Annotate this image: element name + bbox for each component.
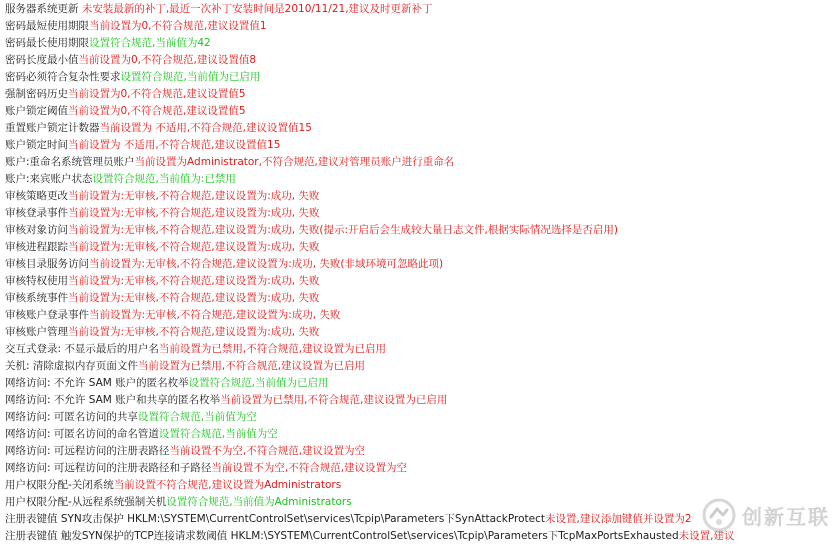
check-item-label: 审核账户管理 [5, 326, 68, 338]
check-result-fail: 当前设置为:无审核,不符合规范,建议设置为:成功, 失败 [89, 309, 341, 321]
security-check-report [5, 1, 830, 545]
check-item-label: 密码长度最小值 [5, 54, 79, 66]
check-item-label: 审核系统事件 [5, 292, 68, 304]
check-item-label: 注册表键值 SYN攻击保护 HKLM:\SYSTEM\CurrentControlSet\services\Tcpip\Parameters下SynAttackProtect [5, 513, 546, 525]
check-item-label: 用户权限分配-关闭系统 [5, 479, 114, 491]
check-item-label: 强制密码历史 [5, 88, 68, 100]
check-item-label: 审核目录服务访问 [5, 258, 89, 270]
check-item-label: 密码最短使用期限 [5, 20, 89, 32]
report-row [5, 205, 830, 222]
check-item-label: 审核进程跟踪 [5, 241, 68, 253]
check-item-label: 审核登录事件 [5, 207, 68, 219]
report-row [5, 273, 830, 290]
check-result-fail: 当前设置不为空,不符合规范,建议设置为空 [169, 445, 366, 457]
check-item-label: 密码必须符合复杂性要求 [5, 71, 121, 83]
report-row [5, 307, 830, 324]
watermark [702, 495, 830, 535]
check-result-pass: 设置符合规范,当前值为:已禁用 [92, 173, 236, 185]
report-row [5, 256, 830, 273]
report-row [5, 188, 830, 205]
check-item-label: 网络访问: 不允许 SAM 账户和共享的匿名枚举 [5, 394, 221, 406]
watermark-text: 创新互联 [742, 504, 830, 529]
check-item-label: 交互式登录: 不显示最后的用户名 [5, 343, 159, 355]
check-result-fail: 当前设置为 不适用,不符合规范,建议设置值15 [68, 139, 281, 151]
check-result-fail: 未设置,建议 [678, 530, 735, 542]
report-row [5, 358, 830, 375]
check-result-fail: 当前设置为已禁用,不符合规范,建议设置为已启用 [158, 343, 387, 355]
check-item-label: 用户权限分配-从远程系统强制关机 [5, 496, 167, 508]
check-item-label: 账户:来宾账户状态 [5, 173, 93, 185]
check-result-fail: 当前设置为0,不符合规范,建议设置值5 [68, 105, 246, 117]
check-result-fail: 未安装最新的补丁,最近一次补丁安装时间是2010/11/21,建议及时更新补丁 [78, 3, 433, 15]
check-item-label: 审核策略更改 [5, 190, 68, 202]
check-result-fail: 当前设置为Administrator,不符合规范,建议对管理员账户进行重命名 [134, 156, 455, 168]
check-result-fail: 当前设置为:无审核,不符合规范,建议设置为:成功, 失败(提示:开启后会生成较大量日志文件,根据实际情况选择是否启用) [68, 224, 618, 236]
check-result-fail: 当前设置为已禁用,不符合规范,建议设置为已启用 [137, 360, 366, 372]
report-row [5, 103, 830, 120]
check-item-label: 网络访问: 不允许 SAM 账户的匿名枚举 [5, 377, 189, 389]
check-result-fail: 当前设置为:无审核,不符合规范,建议设置为:成功, 失败 [68, 241, 320, 253]
check-item-label: 审核账户登录事件 [5, 309, 89, 321]
report-row [5, 409, 830, 426]
check-result-fail: 未设置,建议添加键值并设置为2 [545, 513, 692, 525]
check-item-label: 账户:重命名系统管理员账户 [5, 156, 135, 168]
report-row [5, 239, 830, 256]
check-item-label: 账户锁定阈值 [5, 105, 68, 117]
report-row [5, 120, 830, 137]
check-result-fail: 当前设置为:无审核,不符合规范,建议设置为:成功, 失败 [68, 275, 320, 287]
report-row [5, 35, 830, 52]
report-row [5, 154, 830, 171]
report-row [5, 341, 830, 358]
report-row [5, 392, 830, 409]
check-item-label: 网络访问: 可远程访问的注册表路径和子路径 [5, 462, 212, 474]
report-row [5, 460, 830, 477]
check-result-pass: 设置符合规范,当前值为Administrators [166, 496, 352, 508]
report-row [5, 86, 830, 103]
check-item-label: 网络访问: 可远程访问的注册表路径 [5, 445, 170, 457]
check-item-label: 密码最长使用期限 [5, 37, 89, 49]
check-item-label: 网络访问: 可匿名访问的命名管道 [5, 428, 159, 440]
check-result-pass: 设置符合规范,当前值为已启用 [188, 377, 329, 389]
check-item-label: 账户锁定时间 [5, 139, 68, 151]
report-row [5, 18, 830, 35]
check-result-fail: 当前设置为:无审核,不符合规范,建议设置为:成功, 失败 [68, 207, 320, 219]
report-row [5, 375, 830, 392]
check-result-fail: 当前设置为0,不符合规范,建议设置值1 [89, 20, 267, 32]
report-row [5, 426, 830, 443]
check-result-fail: 当前设置为0,不符合规范,建议设置值8 [78, 54, 257, 66]
check-result-fail: 当前设置不为空,不符合规范,建议设置为空 [211, 462, 408, 474]
check-result-fail: 当前设置不符合规范,建议设置为Administrators [113, 479, 342, 491]
check-result-pass: 设置符合规范,当前值为空 [158, 428, 278, 440]
report-row [5, 69, 830, 86]
check-result-fail: 当前设置为 不适用,不符合规范,建议设置值15 [99, 122, 312, 134]
report-row [5, 443, 830, 460]
report-row [5, 52, 830, 69]
report-row [5, 477, 830, 494]
watermark-logo-icon [702, 498, 736, 532]
check-item-label: 注册表键值 触发SYN保护的TCP连接请求数阈值 HKLM:\SYSTEM\CurrentControlSet\services\Tcpip\Parameters下TcpMaxPortsExhausted [5, 530, 679, 542]
check-result-pass: 设置符合规范,当前值为空 [137, 411, 257, 423]
report-row [5, 1, 830, 18]
report-row [5, 290, 830, 307]
check-item-label: 关机: 清除虚拟内存页面文件 [5, 360, 138, 372]
check-item-label: 审核对象访问 [5, 224, 68, 236]
check-item-label: 网络访问: 可匿名访问的共享 [5, 411, 138, 423]
check-result-fail: 当前设置为:无审核,不符合规范,建议设置为:成功, 失败 [68, 326, 320, 338]
report-row [5, 222, 830, 239]
check-result-fail: 当前设置为:无审核,不符合规范,建议设置为:成功, 失败(非域环境可忽略此项) [89, 258, 444, 270]
check-result-fail: 当前设置为:无审核,不符合规范,建议设置为:成功, 失败 [68, 292, 320, 304]
check-result-pass: 设置符合规范,当前值为42 [89, 37, 211, 49]
report-row [5, 137, 830, 154]
check-result-fail: 当前设置为:无审核,不符合规范,建议设置为:成功, 失败 [68, 190, 320, 202]
check-item-label: 服务器系统更新 [5, 3, 79, 15]
check-result-pass: 设置符合规范,当前值为已启用 [120, 71, 261, 83]
check-item-label: 审核特权使用 [5, 275, 68, 287]
check-result-fail: 当前设置为0,不符合规范,建议设置值5 [68, 88, 246, 100]
check-item-label: 重置账户锁定计数器 [5, 122, 100, 134]
report-row [5, 171, 830, 188]
check-result-fail: 当前设置为已禁用,不符合规范,建议设置为已启用 [220, 394, 448, 406]
report-row [5, 324, 830, 341]
